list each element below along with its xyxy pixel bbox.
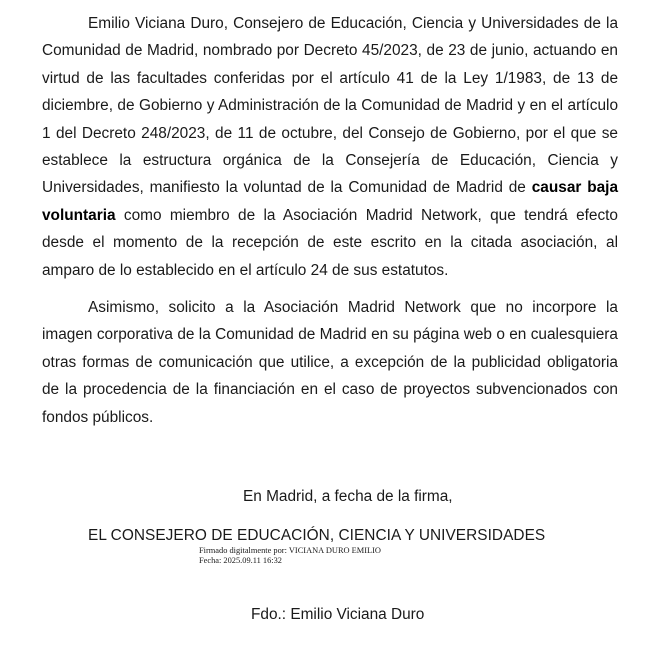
digital-signature-date: Fecha: 2025.09.11 16:32 (199, 556, 282, 565)
bold-phrase: causar baja voluntaria (42, 179, 619, 224)
digital-signature-stamp (199, 546, 381, 566)
signature-name: Fdo.: Emilio Viciana Duro (251, 606, 425, 623)
date-line: En Madrid, a fecha de la firma, (243, 488, 453, 505)
letter-body (42, 10, 618, 431)
paragraph-resolution (42, 10, 618, 284)
paragraph-request: Asimismo, solicito a la Asociación Madrid Network que no incorpore la imagen corporativa de la Comunidad de Madrid en su página web o en cualesquiera otras formas de comunicación que utilice, a excepción de la publicidad obligatoria de la procedencia de la financiación en el caso de proyectos subvencionados con fondos públicos. (42, 299, 618, 426)
paragraph-resolution-tail: como miembro de la Asociación Madrid Network, que tendrá efecto desde el momento de la recepción de este escrito en la citada asociación, al amparo de lo establecido en el artículo 24 de sus estatutos. (42, 206, 618, 279)
paragraph-resolution-text: Emilio Viciana Duro, Consejero de Educación, Ciencia y Universidades de la Comunidad de Madrid, nombrado por Decreto 45/2023, de 23 de junio, actuando en virtud de las facultades conferidas por el artículo 41 de la Ley 1/1983, de 13 de diciembre, de Gobierno y Administración de la Comunidad de Madrid y en el artículo 1 del Decreto 248/2023, de 11 de octubre, del Consejo de Gobierno, por el que se establece la estructura orgánica de la Consejería de Educación, Ciencia y Universidades, manifiesto la voluntad de la Comunidad de Madrid de (42, 15, 618, 197)
signer-title: EL CONSEJERO DE EDUCACIÓN, CIENCIA Y UNIVERSIDADES (88, 527, 546, 544)
digital-signature-signer: Firmado digitalmente por: VICIANA DURO EMILIO (199, 546, 381, 555)
